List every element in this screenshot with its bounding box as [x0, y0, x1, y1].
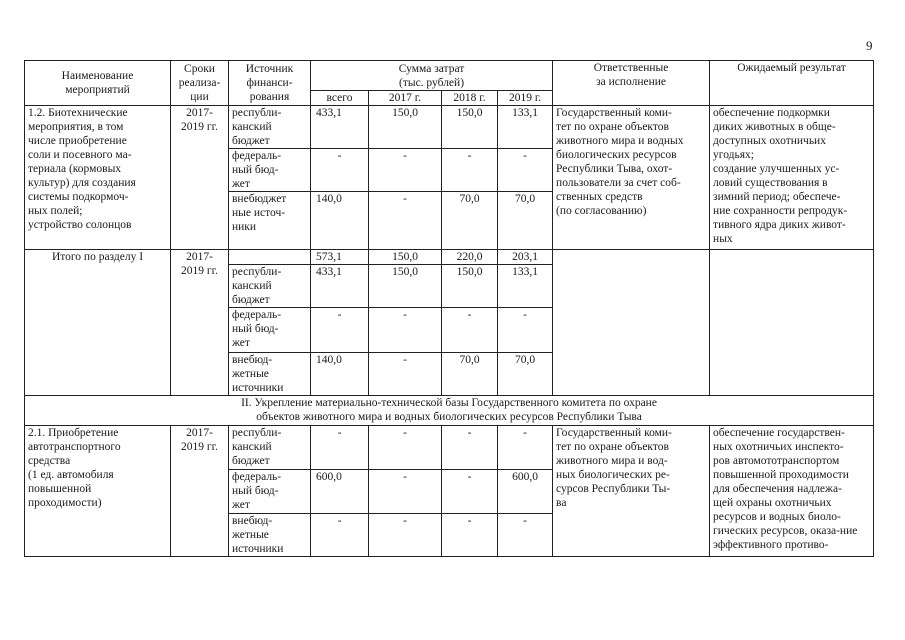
- row12-2017-3: -: [369, 192, 442, 250]
- header-responsible: Ответственные за исполнение: [553, 61, 710, 106]
- header-result: Ожидаемый результат: [710, 61, 874, 106]
- header-source: Источник финанси- рования: [229, 61, 311, 106]
- total1-name: Итого по разделу I: [25, 250, 171, 396]
- total1-total-2: -: [311, 308, 369, 353]
- row21-2018-2: -: [442, 470, 498, 514]
- header-sum: Сумма затрат (тыс. рублей): [311, 61, 553, 91]
- row21-terms: 2017- 2019 гг.: [171, 426, 229, 557]
- row21-source-3: внебюд- жетные источники: [229, 514, 311, 557]
- row12-source-2: федераль- ный бюд- жет: [229, 149, 311, 192]
- total1-2019-2: -: [498, 308, 553, 353]
- row12-name: 1.2. Биотехнические мероприятия, в том числе приобретение соли и посевного ма- териала (кормовых культур) для создания системы подкормоч- ных полей; устройство солонцов: [25, 106, 171, 250]
- row21-2018-1: -: [442, 426, 498, 470]
- total1-total: 573,1: [311, 250, 369, 265]
- header-total: всего: [311, 91, 369, 106]
- total1-source-2: федераль- ный бюд- жет: [229, 308, 311, 353]
- row21-source-1: республи- канский бюджет: [229, 426, 311, 470]
- total1-2019: 203,1: [498, 250, 553, 265]
- row21-2019-2: 600,0: [498, 470, 553, 514]
- row12-total-1: 433,1: [311, 106, 369, 149]
- total1-2017-3: -: [369, 353, 442, 396]
- row21-2017-2: -: [369, 470, 442, 514]
- total1-source-1: республи- канский бюджет: [229, 265, 311, 308]
- total1-2018-3: 70,0: [442, 353, 498, 396]
- total1-2019-3: 70,0: [498, 353, 553, 396]
- row12-2019-2: -: [498, 149, 553, 192]
- section2-title: II. Укрепление материально-технической базы Государственного комитета по охране объектов животного мира и водных биологических ресурсов Республики Тыва: [25, 396, 874, 426]
- table-row: [25, 250, 874, 265]
- total1-total-1: 433,1: [311, 265, 369, 308]
- row21-2019-3: -: [498, 514, 553, 557]
- total1-2017-2: -: [369, 308, 442, 353]
- row12-terms: 2017- 2019 гг.: [171, 106, 229, 250]
- row12-2018-3: 70,0: [442, 192, 498, 250]
- page-number: 9: [866, 38, 873, 53]
- row12-responsible: Государственный коми- тет по охране объектов животного мира и водных биологических ресурсов Республики Тыва, охот- пользователи за счет соб- ственных средств (по согласованию): [553, 106, 710, 250]
- row12-2019-3: 70,0: [498, 192, 553, 250]
- funding-table: [24, 60, 874, 557]
- total1-responsible: [553, 250, 710, 396]
- section-row: [25, 396, 874, 426]
- total1-2018-2: -: [442, 308, 498, 353]
- total1-source-3: внебюд- жетные источники: [229, 353, 311, 396]
- row21-name: 2.1. Приобретение автотранспортного средства (1 ед. автомобиля повышенной проходимости): [25, 426, 171, 557]
- total1-2018: 220,0: [442, 250, 498, 265]
- table-row: [25, 106, 874, 149]
- row21-responsible: Государственный коми- тет по охране объектов животного мира и вод- ных биологических ре- сурсов Республики Ты- ва: [553, 426, 710, 557]
- row12-2019-1: 133,1: [498, 106, 553, 149]
- row21-2017-1: -: [369, 426, 442, 470]
- row12-source-1: республи- канский бюджет: [229, 106, 311, 149]
- total1-total-3: 140,0: [311, 353, 369, 396]
- total1-2017: 150,0: [369, 250, 442, 265]
- row12-result: обеспечение подкормки диких животных в обще- доступных охотничьих угодьях; создание улучшенных ус- ловий существования в зимний период; обеспече- ние сохранности репродук- тивного ядра диких живот- ных: [710, 106, 874, 250]
- header-2018: 2018 г.: [442, 91, 498, 106]
- total1-terms: 2017- 2019 гг.: [171, 250, 229, 396]
- row12-2017-2: -: [369, 149, 442, 192]
- total1-2019-1: 133,1: [498, 265, 553, 308]
- header-terms: Сроки реализа- ции: [171, 61, 229, 106]
- row12-total-2: -: [311, 149, 369, 192]
- row21-total-1: -: [311, 426, 369, 470]
- row21-total-2: 600,0: [311, 470, 369, 514]
- row12-2018-1: 150,0: [442, 106, 498, 149]
- row12-source-3: внебюджет ные источ- ники: [229, 192, 311, 250]
- row21-result: обеспечение государствен- ных охотничьих инспекто- ров автомототранспортом повышенной проходимости для обеспечения надлежа- щей охраны охотничьих ресурсов и водных биоло- гических ресурсов, оказа-ние эффективного противо-: [710, 426, 874, 557]
- row21-source-2: федераль- ный бюд- жет: [229, 470, 311, 514]
- row12-2018-2: -: [442, 149, 498, 192]
- total1-2017-1: 150,0: [369, 265, 442, 308]
- row21-2018-3: -: [442, 514, 498, 557]
- row12-total-3: 140,0: [311, 192, 369, 250]
- total1-result: [710, 250, 874, 396]
- row21-2017-3: -: [369, 514, 442, 557]
- row21-2019-1: -: [498, 426, 553, 470]
- total1-source-empty: [229, 250, 311, 265]
- row12-2017-1: 150,0: [369, 106, 442, 149]
- row21-total-3: -: [311, 514, 369, 557]
- header-2017: 2017 г.: [369, 91, 442, 106]
- total1-2018-1: 150,0: [442, 265, 498, 308]
- header-name: Наименование мероприятий: [25, 61, 171, 106]
- table-row: [25, 426, 874, 470]
- header-2019: 2019 г.: [498, 91, 553, 106]
